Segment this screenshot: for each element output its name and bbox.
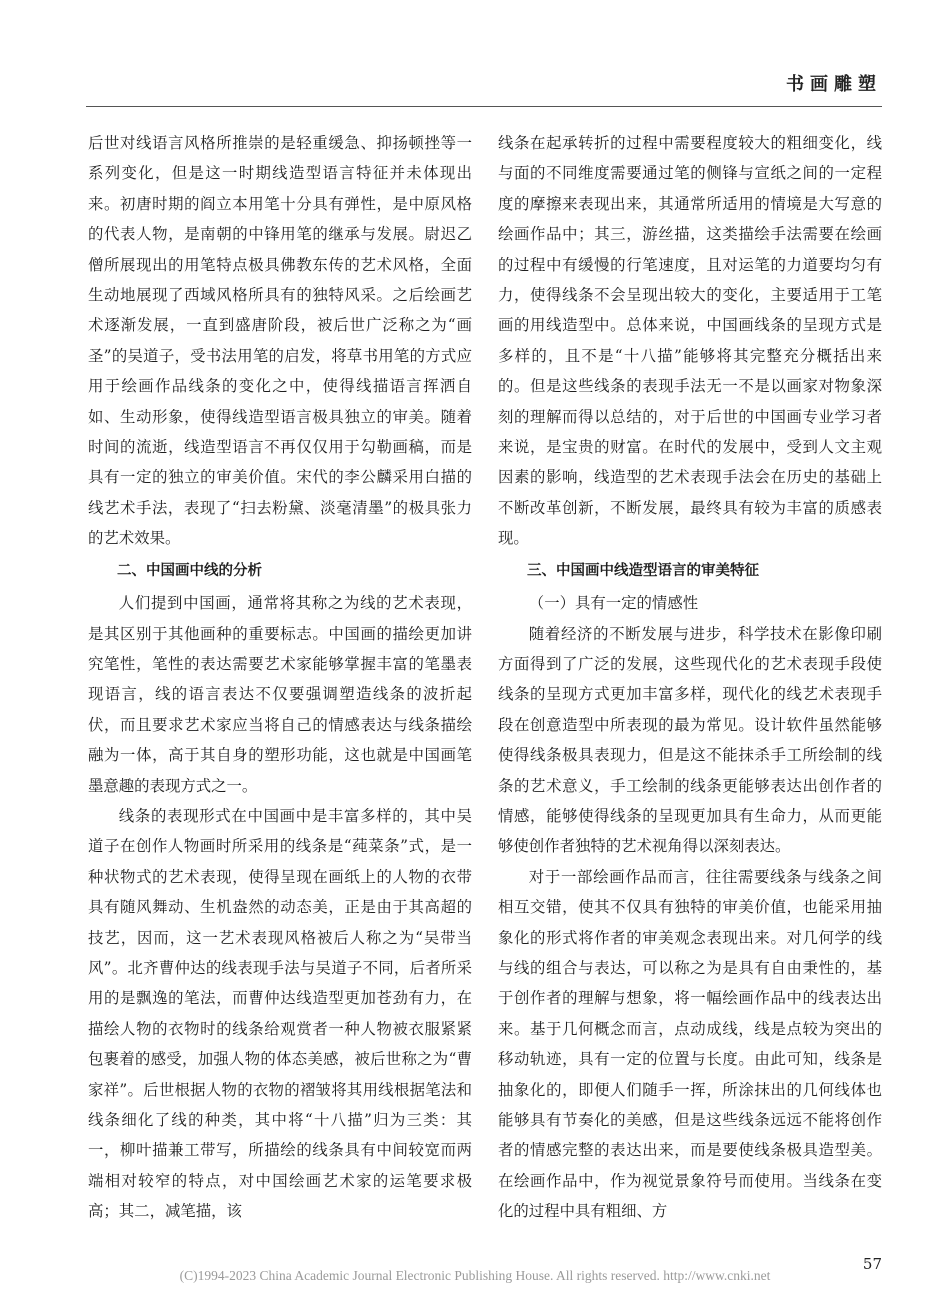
section-heading-2: 二、中国画中线的分析 (117, 562, 262, 579)
paragraph-continued: 线条在起承转折的过程中需要程度较大的粗细变化，线与面的不同维度需要通过笔的侧锋与宣纸之间的一定程度的摩擦来表现出来，其通常所适用的情境是大写意的绘画作品中；其三，游丝描，这类描绘手法需要在绘画的过程中有缓慢的行笔速度，且对运笔的力道要均匀有力，使得线条不会呈现出较大的变化，主要适用于工笔画的用线造型中。总体来说，中国画线条的呈现方式是多样的，且不是“十八描”能够将其完整充分概括出来的。但是这些线条的表现手法无一不是以画家对物象深刻的理解而得以总结的，对于后世的中国画专业学习者来说，是宝贵的财富。在时代的发展中，受到人文主观因素的影响，线造型的艺术表现手法会在历史的基础上不断改革创新，不断发展，最终具有较为丰富的质感表现。 (498, 134, 882, 548)
right-column (498, 128, 882, 1227)
page-number: 57 (862, 1255, 882, 1273)
paragraph: 对于一部绘画作品而言，往往需要线条与线条之间相互交错，使其不仅具有独特的审美价值，也能采用抽象化的形式将作者的审美观念表现出来。对几何学的线与线的组合与表达，可以称之为是具有自由秉性的，基于创作者的理解与想象，将一幅绘画作品中的线表达出来。基于几何概念而言，点动成线，线是点较为突出的移动轨迹，具有一定的位置与长度。由此可知，线条是抽象化的，即便人们随手一挥，所涂抹出的几何线体也能够具有节奏化的美感，但是这些线条远远不能将创作者的情感完整的表达出来，而是要使线条极具造型美。在绘画作品中，作为视觉景象符号而使用。当线条在变化的过程中具有粗细、方 (498, 867, 882, 1221)
paragraph: 线条的表现形式在中国画中是丰富多样的，其中吴道子在创作人物画时所采用的线条是“莼菜条”式，是一种状物式的艺术表现，使得呈现在画纸上的人物的衣带具有随风舞动、生机盎然的动态美，正是由于其高超的技艺，因而，这一艺术表现风格被后人称之为“吴带当风”。北齐曹仲达的线表现手法与吴道子不同，后者所采用的是飘逸的笔法，而曹仲达线造型更加苍劲有力，在描绘人物的衣物时的线条给观赏者一种人物被衣服紧紧包裹着的感受，加强人物的体态美感，被后世称之为“曹家祥”。后世根据人物的衣物的褶皱将其用线根据笔法和线条细化了线的种类，其中将“十八描”归为三类：其一，柳叶描兼工带写，所描绘的线条具有中间较宽而两端相对较窄的特点，对中国绘画艺术家的运笔要求极高；其二，减笔描，该 (88, 806, 472, 1221)
subsection-heading: （一）具有一定的情感性 (528, 594, 699, 613)
paragraph: 随着经济的不断发展与进步，科学技术在影像印刷方面得到了广泛的发展，这些现代化的艺术表现手段使线条的呈现方式更加丰富多样，现代化的线艺术表现手段在创意造型中所表现的最为常见。设计软件虽然能够使得线条极具表现力，但是这不能抹杀手工所绘制的线条的艺术意义，手工绘制的线条更能够表达出创作者的情感，能够使得线条的呈现更加具有生命力，从而更能够使创作者独特的艺术视角得以深刻表达。 (498, 624, 882, 856)
paragraph: 人们提到中国画，通常将其称之为线的艺术表现，是其区别于其他画种的重要标志。中国画的描绘更加讲究笔性，笔性的表达需要艺术家能够掌握丰富的笔墨表现语言，线的语言表达不仅要强调塑造线条的波折起伏，而且要求艺术家应当将自己的情感表达与线条描绘融为一体，高于其自身的塑形功能，这也就是中国画笔墨意趣的表现方式之一。 (88, 594, 472, 795)
left-column (88, 128, 472, 1227)
header-rule (86, 106, 882, 107)
paragraph-continued: 后世对线语言风格所推崇的是轻重缓急、抑扬顿挫等一系列变化，但是这一时期线造型语言特征并未体现出来。初唐时期的阎立本用笔十分具有弹性，是中原风格的代表人物，是南朝的中锋用笔的继承与发展。尉迟乙僧所展现出的用笔特点极具佛教东传的艺术风格，全面生动地展现了西域风格所具有的独特风采。之后绘画艺术逐渐发展，一直到盛唐阶段，被后世广泛称之为“画圣”的吴道子，受书法用笔的启发，将草书用笔的方式应用于绘画作品线条的变化之中，使得线描语言挥洒自如、生动形象，使得线造型语言极具独立的审美。随着时间的流逝，线造型语言不再仅仅用于勾勒画稿，而是具有一定的独立的审美价值。宋代的李公麟采用白描的线艺术手法，表现了“扫去粉黛、淡毫清墨”的极具张力的艺术效果。 (88, 134, 472, 548)
section-title: 书画雕塑 (786, 74, 882, 95)
copyright-notice: (C)1994-2023 China Academic Journal Electronic Publishing House. All rights reserved. http://www.cnki.net (179, 1268, 771, 1283)
section-heading-3: 三、中国画中线造型语言的审美特征 (527, 562, 759, 579)
